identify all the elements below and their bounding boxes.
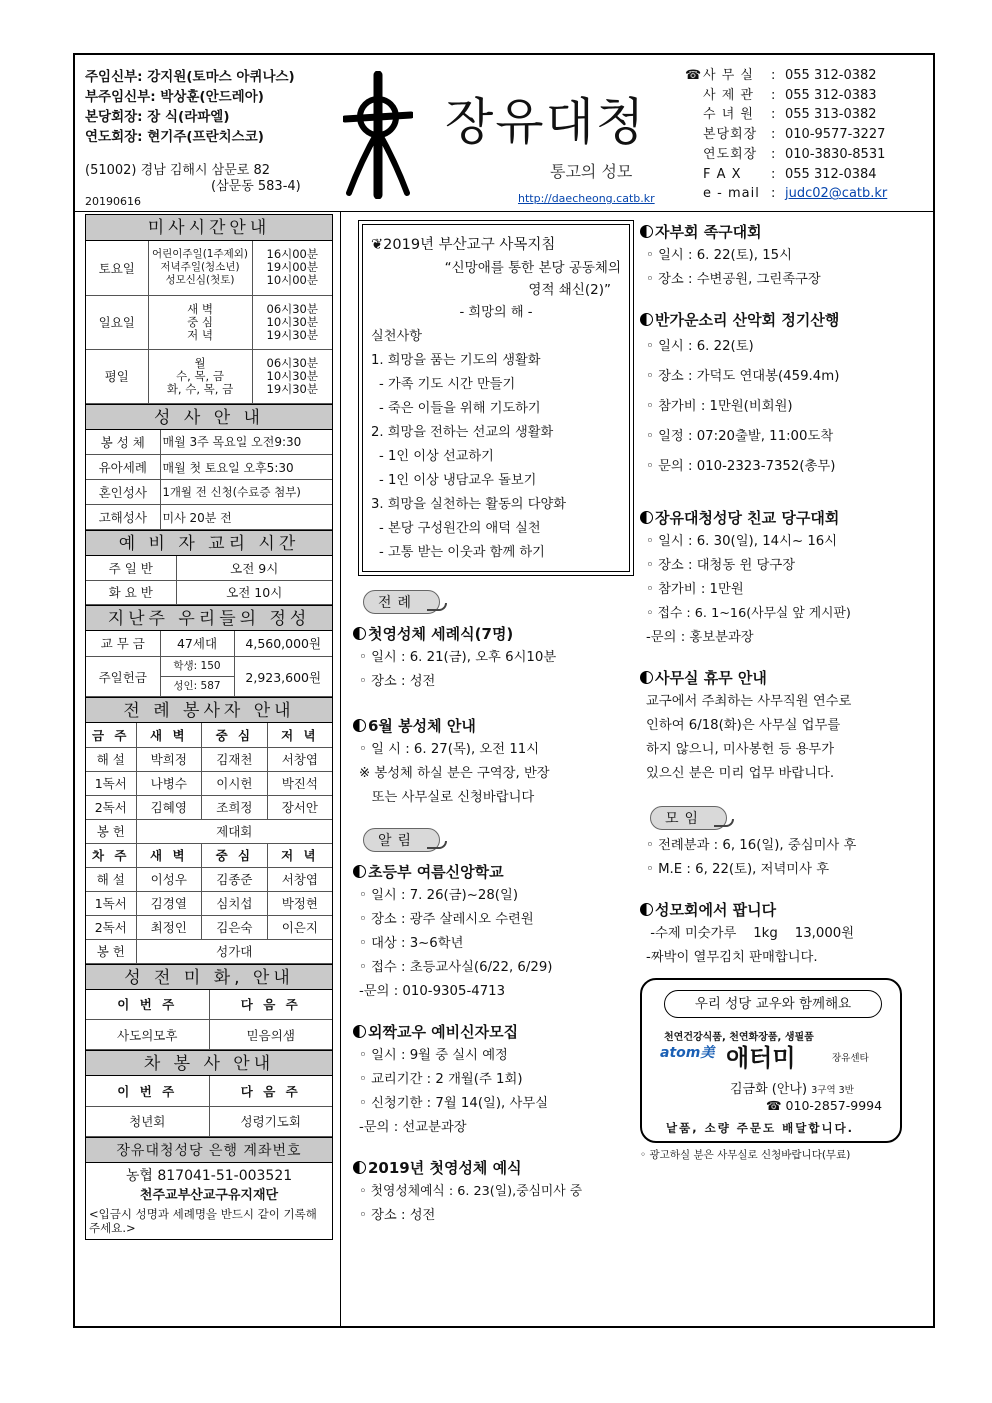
half-circle-icon — [353, 1161, 366, 1174]
pastoral-box — [358, 220, 634, 576]
item-line: ◦ 일시 : 6. 22(토) — [646, 339, 754, 354]
practice-line: - 죽은 이들을 위해 기도하기 — [379, 401, 541, 416]
pastoral-title: 2019년 부산교구 사목지침 — [383, 237, 556, 253]
header — [75, 55, 933, 212]
item-line: ◦ 일시 : 7. 26(금)~28(일) — [359, 888, 519, 903]
sacraments-table — [86, 430, 332, 531]
item-line: ◦ 접수 : 초등교사실(6/22, 6/29) — [359, 960, 553, 975]
table-row: 해 설 박희정 김재천 서창엽 — [86, 747, 332, 771]
pastoral-quote: “신망애를 통한 본당 공동체의 — [444, 260, 621, 276]
practice-line: - 1인 이상 냉담교우 돌보기 — [379, 473, 537, 488]
flowers-title: 성 전 미 화, 안내 — [86, 964, 332, 990]
offering-table — [86, 631, 332, 698]
half-circle-icon — [353, 865, 366, 878]
contact-row: ☎ 사 무 실 : 055 312-0382 — [685, 66, 887, 86]
table-row: 주일헌금 학생: 150 2,923,600원 — [86, 657, 332, 677]
practice-line: - 본당 구성원간의 애덕 실천 — [379, 521, 541, 536]
email-link[interactable]: judc02@catb.kr — [785, 186, 888, 202]
cross-logo-icon — [343, 71, 413, 199]
item-line: ◦ 일 시 : 6. 27(목), 오전 11시 — [359, 742, 540, 757]
sacraments-title: 성 사 안 내 — [86, 404, 332, 430]
clergy-list — [85, 67, 295, 147]
contact-row: 수 녀 원 : 055 313-0382 — [703, 107, 877, 123]
item-line: ◦ 전례분과 : 6, 16(일), 중심미사 후 — [646, 838, 857, 853]
item-line: ◦ 대상 : 3~6학년 — [359, 936, 464, 951]
item-line: ◦ 일시 : 6. 21(금), 오후 6시10분 — [359, 650, 557, 665]
half-circle-icon — [640, 671, 653, 684]
address-line: (51002) 경남 김해시 삼문로 82 — [85, 163, 271, 178]
contact-row: 연도회장 : 010-3830-8531 — [703, 146, 886, 162]
cars-table — [86, 1076, 332, 1137]
table-row: 금 주 새 벽 중 심 저 녁 — [86, 723, 332, 747]
practice-line: 2. 희망을 전하는 선교의 생활화 — [371, 425, 554, 440]
item-line: ◦ 문의 : 010-2323-7352(총무) — [646, 459, 836, 474]
clergy-line: 본당회장: 장 식(라파엘) — [85, 109, 230, 125]
bank-info — [86, 1163, 332, 1239]
table-row: 평일 월 수, 목, 금 화, 수, 목, 금 06시30분 10시30분 19시30분 — [86, 349, 332, 403]
item-line: ◦ 장소 : 수변공원, 그린족구장 — [646, 272, 821, 287]
item-line: ◦ 장소 : 광주 살레시오 수련원 — [359, 912, 534, 927]
pastoral-year: - 희망의 해 - — [459, 305, 533, 320]
item-title: 2019년 첫영성체 예식 — [353, 1156, 633, 1180]
advertisement-box — [640, 978, 902, 1143]
catechumen-title: 예 비 자 교리 시간 — [86, 530, 332, 556]
table-row: 해 설 이성우 김종준 서창엽 — [86, 867, 332, 891]
item-line: ◦ 장소 : 성전 — [359, 674, 436, 689]
ad-category: 천연건강식품, 천연화장품, 생필품 — [664, 1032, 814, 1043]
cars-title: 차 봉 사 안내 — [86, 1050, 332, 1076]
contact-list — [685, 66, 887, 204]
table-row: 1독서 김경열 심치섭 박정현 — [86, 891, 332, 915]
item-line: ◦ 장소 : 대청동 윈 당구장 — [646, 558, 796, 573]
item-line: ◦ 접수 : 6. 1~16(사무실 앞 게시판) — [646, 606, 851, 621]
table-row: 고해성사 미사 20분 전 — [86, 505, 332, 530]
practice-line: - 1인 이상 선교하기 — [379, 449, 494, 464]
bank-note: <입금시 성명과 세례명을 반드시 같이 기록해 주세요.> — [89, 1206, 317, 1235]
clergy-line: 부주임신부: 박상훈(안드레아) — [85, 89, 264, 105]
contact-row: F A X : 055 312-0384 — [703, 166, 877, 182]
table-row: 봉 헌 제대회 — [86, 819, 332, 843]
item-line: ◦ 참가비 : 1만원(비회원) — [646, 399, 793, 414]
column-divider — [340, 212, 341, 1328]
bank-account: 농협 817041-51-003521 — [125, 1167, 293, 1184]
half-circle-icon — [353, 1025, 366, 1038]
table-row: 이 번 주 다 음 주 — [86, 990, 332, 1020]
item-line: ◦ 일시 : 6. 22(토), 15시 — [646, 248, 792, 263]
item-line: ◦ M.E : 6, 22(토), 저녁미사 후 — [646, 862, 830, 877]
item-line: ◦ 교리기간 : 2 개월(주 1회) — [359, 1072, 523, 1087]
item-line: -문의 : 선교분과장 — [359, 1120, 467, 1135]
half-circle-icon — [640, 903, 653, 916]
half-circle-icon — [640, 511, 653, 524]
table-row: 2독서 김혜영 조희정 장서안 — [86, 795, 332, 819]
item-line: 교구에서 주최하는 사무직원 연수로 — [646, 694, 852, 709]
item-title: 반가운소리 산악회 정기산행 — [640, 308, 930, 332]
item-line: ◦ 장소 : 가덕도 연대봉(459.4m) — [646, 369, 840, 384]
item-title: 6월 봉성체 안내 — [353, 714, 633, 738]
table-row: 봉 성 체 매월 3주 목요일 오전9:30 — [86, 430, 332, 455]
half-circle-icon — [353, 719, 366, 732]
table-row: 유아세례 매월 첫 토요일 오후5:30 — [86, 455, 332, 480]
servers-title: 전 례 봉사자 안내 — [86, 697, 332, 723]
item-line: ◦ 장소 : 성전 — [359, 1208, 436, 1223]
item-title: 초등부 여름신앙학교 — [353, 860, 633, 884]
practice-line: 3. 희망을 실천하는 활동의 다양화 — [371, 497, 566, 512]
catechumen-table — [86, 556, 332, 605]
ad-brand-logo: atom美 — [660, 1045, 715, 1061]
item-line: -짜박이 열무김치 판매합니다. — [646, 950, 818, 965]
notices-tab: 알림 — [363, 828, 440, 852]
item-title: 자부회 족구대회 — [640, 220, 930, 244]
item-line: ◦ 일시 : 6. 30(일), 14시~ 16시 — [646, 534, 838, 549]
item-line: -문의 : 010-9305-4713 — [359, 984, 506, 999]
practice-line: 1. 희망을 품는 기도의 생활화 — [371, 353, 541, 368]
ad-center: 장유센타 — [832, 1053, 869, 1064]
item-line: ※ 봉성체 하실 분은 구역장, 반장 — [359, 766, 550, 781]
contact-row: 본당회장 : 010-9577-3227 — [703, 127, 886, 143]
item-title: 사무실 휴무 안내 — [640, 666, 930, 690]
pastoral-quote: 영적 쇄신(2)” — [528, 282, 611, 298]
table-row: 봉 헌 성가대 — [86, 939, 332, 963]
item-line: 또는 사무실로 신청바랍니다 — [359, 790, 535, 805]
item-title: 성모회에서 팝니다 — [640, 898, 930, 922]
offering-title: 지난주 우리들의 정성 — [86, 605, 332, 631]
table-row: 화 요 반 오전 10시 — [86, 580, 332, 604]
contact-row: e - mail : judc02@catb.kr — [685, 184, 887, 204]
ad-phone: ☎ 010-2857-9994 — [766, 1098, 883, 1113]
table-row: 청년회 성령기도회 — [86, 1106, 332, 1136]
ad-person: 김금화 (안나) 3구역 3반 — [730, 1082, 854, 1097]
flowers-table — [86, 990, 332, 1051]
item-line: ◦ 참가비 : 1만원 — [646, 582, 744, 597]
liturgy-tab: 전례 — [363, 590, 440, 614]
item-line: 하지 않으니, 미사봉헌 등 용무가 — [646, 742, 835, 757]
half-circle-icon — [640, 313, 653, 326]
right-column — [640, 220, 930, 1162]
table-row: 교 무 금 47세대 4,560,000원 — [86, 631, 332, 657]
mass-title: 미사시간안내 — [86, 215, 332, 241]
item-line: ◦ 신청기한 : 7월 14(일), 사무실 — [359, 1096, 549, 1111]
item-line: -수제 미숫가루 1kg 13,000원 — [646, 926, 855, 941]
item-line: 인하여 6/18(화)은 사무실 업무를 — [646, 718, 841, 733]
table-row: 이 번 주 다 음 주 — [86, 1076, 332, 1106]
address-line: (삼문동 583-4) — [211, 179, 301, 194]
practice-heading: 실천사항 — [371, 329, 422, 344]
left-column — [85, 214, 333, 1240]
servers-table — [86, 723, 332, 964]
ad-name: 애터미 — [726, 1044, 796, 1072]
phone-icon: ☎ — [685, 68, 702, 83]
bank-title: 장유대청성당 은행 계좌번호 — [86, 1137, 332, 1163]
issue-date: 20190616 — [85, 195, 141, 208]
table-row: 일요일 새 벽 중 심 저 녁 06시30분 10시30분 19시30분 — [86, 295, 332, 349]
ad-delivery: 낱품, 소량 주문도 배달합니다. — [666, 1121, 855, 1135]
diocese-emblem-icon: ❦ — [371, 237, 384, 253]
item-title: 외짝교우 예비신자모집 — [353, 1020, 633, 1044]
ad-banner: 우리 성당 교우와 함께해요 — [664, 990, 882, 1018]
practice-line: - 가족 기도 시간 만들기 — [379, 377, 516, 392]
item-line: ◦ 일시 : 9월 중 실시 예정 — [359, 1048, 508, 1063]
website-link[interactable]: http://daecheong.catb.kr — [518, 192, 655, 205]
clergy-line: 주임신부: 강지원(토마스 아퀴나스) — [85, 69, 295, 85]
mass-table — [86, 241, 332, 404]
table-row: 토요일 어린이주일(1주제외) 저녁주일(청소년) 성모신심(첫토) 16시00분 19시00분 10시00분 — [86, 241, 332, 295]
table-row: 주 일 반 오전 9시 — [86, 556, 332, 580]
item-line: ◦ 첫영성체예식 : 6. 23(일),중심미사 중 — [359, 1184, 583, 1199]
half-circle-icon — [640, 225, 653, 238]
item-line: -문의 : 홍보분과장 — [646, 630, 754, 645]
bulletin-frame — [73, 53, 935, 1328]
practice-line: - 고통 받는 이웃과 함께 하기 — [379, 545, 545, 560]
middle-column — [353, 220, 633, 1228]
parish-subtitle: 통고의 성모 — [550, 162, 633, 181]
item-title: 장유대청성당 친교 당구대회 — [640, 506, 930, 530]
item-line: 있으신 분은 미리 업무 바랍니다. — [646, 766, 835, 781]
item-title: 첫영성체 세례식(7명) — [353, 622, 633, 646]
clergy-line: 연도회장: 현기주(프란치스코) — [85, 129, 264, 145]
ad-footnote: ◦ 광고하실 분은 사무실로 신청바랍니다(무료) — [640, 1149, 851, 1161]
half-circle-icon — [353, 627, 366, 640]
item-line: ◦ 일정 : 07:20출발, 11:00도착 — [646, 429, 834, 444]
table-row: 혼인성사 1개월 전 신청(수료증 첨부) — [86, 480, 332, 505]
contact-row: 사 제 관 : 055 312-0383 — [703, 87, 877, 103]
table-row: 사도의모후 믿음의샘 — [86, 1020, 332, 1050]
bank-holder: 천주교부산교구유지재단 — [139, 1187, 279, 1203]
table-row: 2독서 최정인 김은숙 이은지 — [86, 915, 332, 939]
table-row: 성인: 587 — [86, 677, 332, 697]
table-row: 차 주 새 벽 중 심 저 녁 — [86, 843, 332, 867]
meeting-tab: 모임 — [650, 806, 727, 830]
address — [85, 163, 301, 195]
parish-title: 장유대청 — [445, 93, 647, 151]
table-row: 1독서 나병수 이시헌 박진석 — [86, 771, 332, 795]
